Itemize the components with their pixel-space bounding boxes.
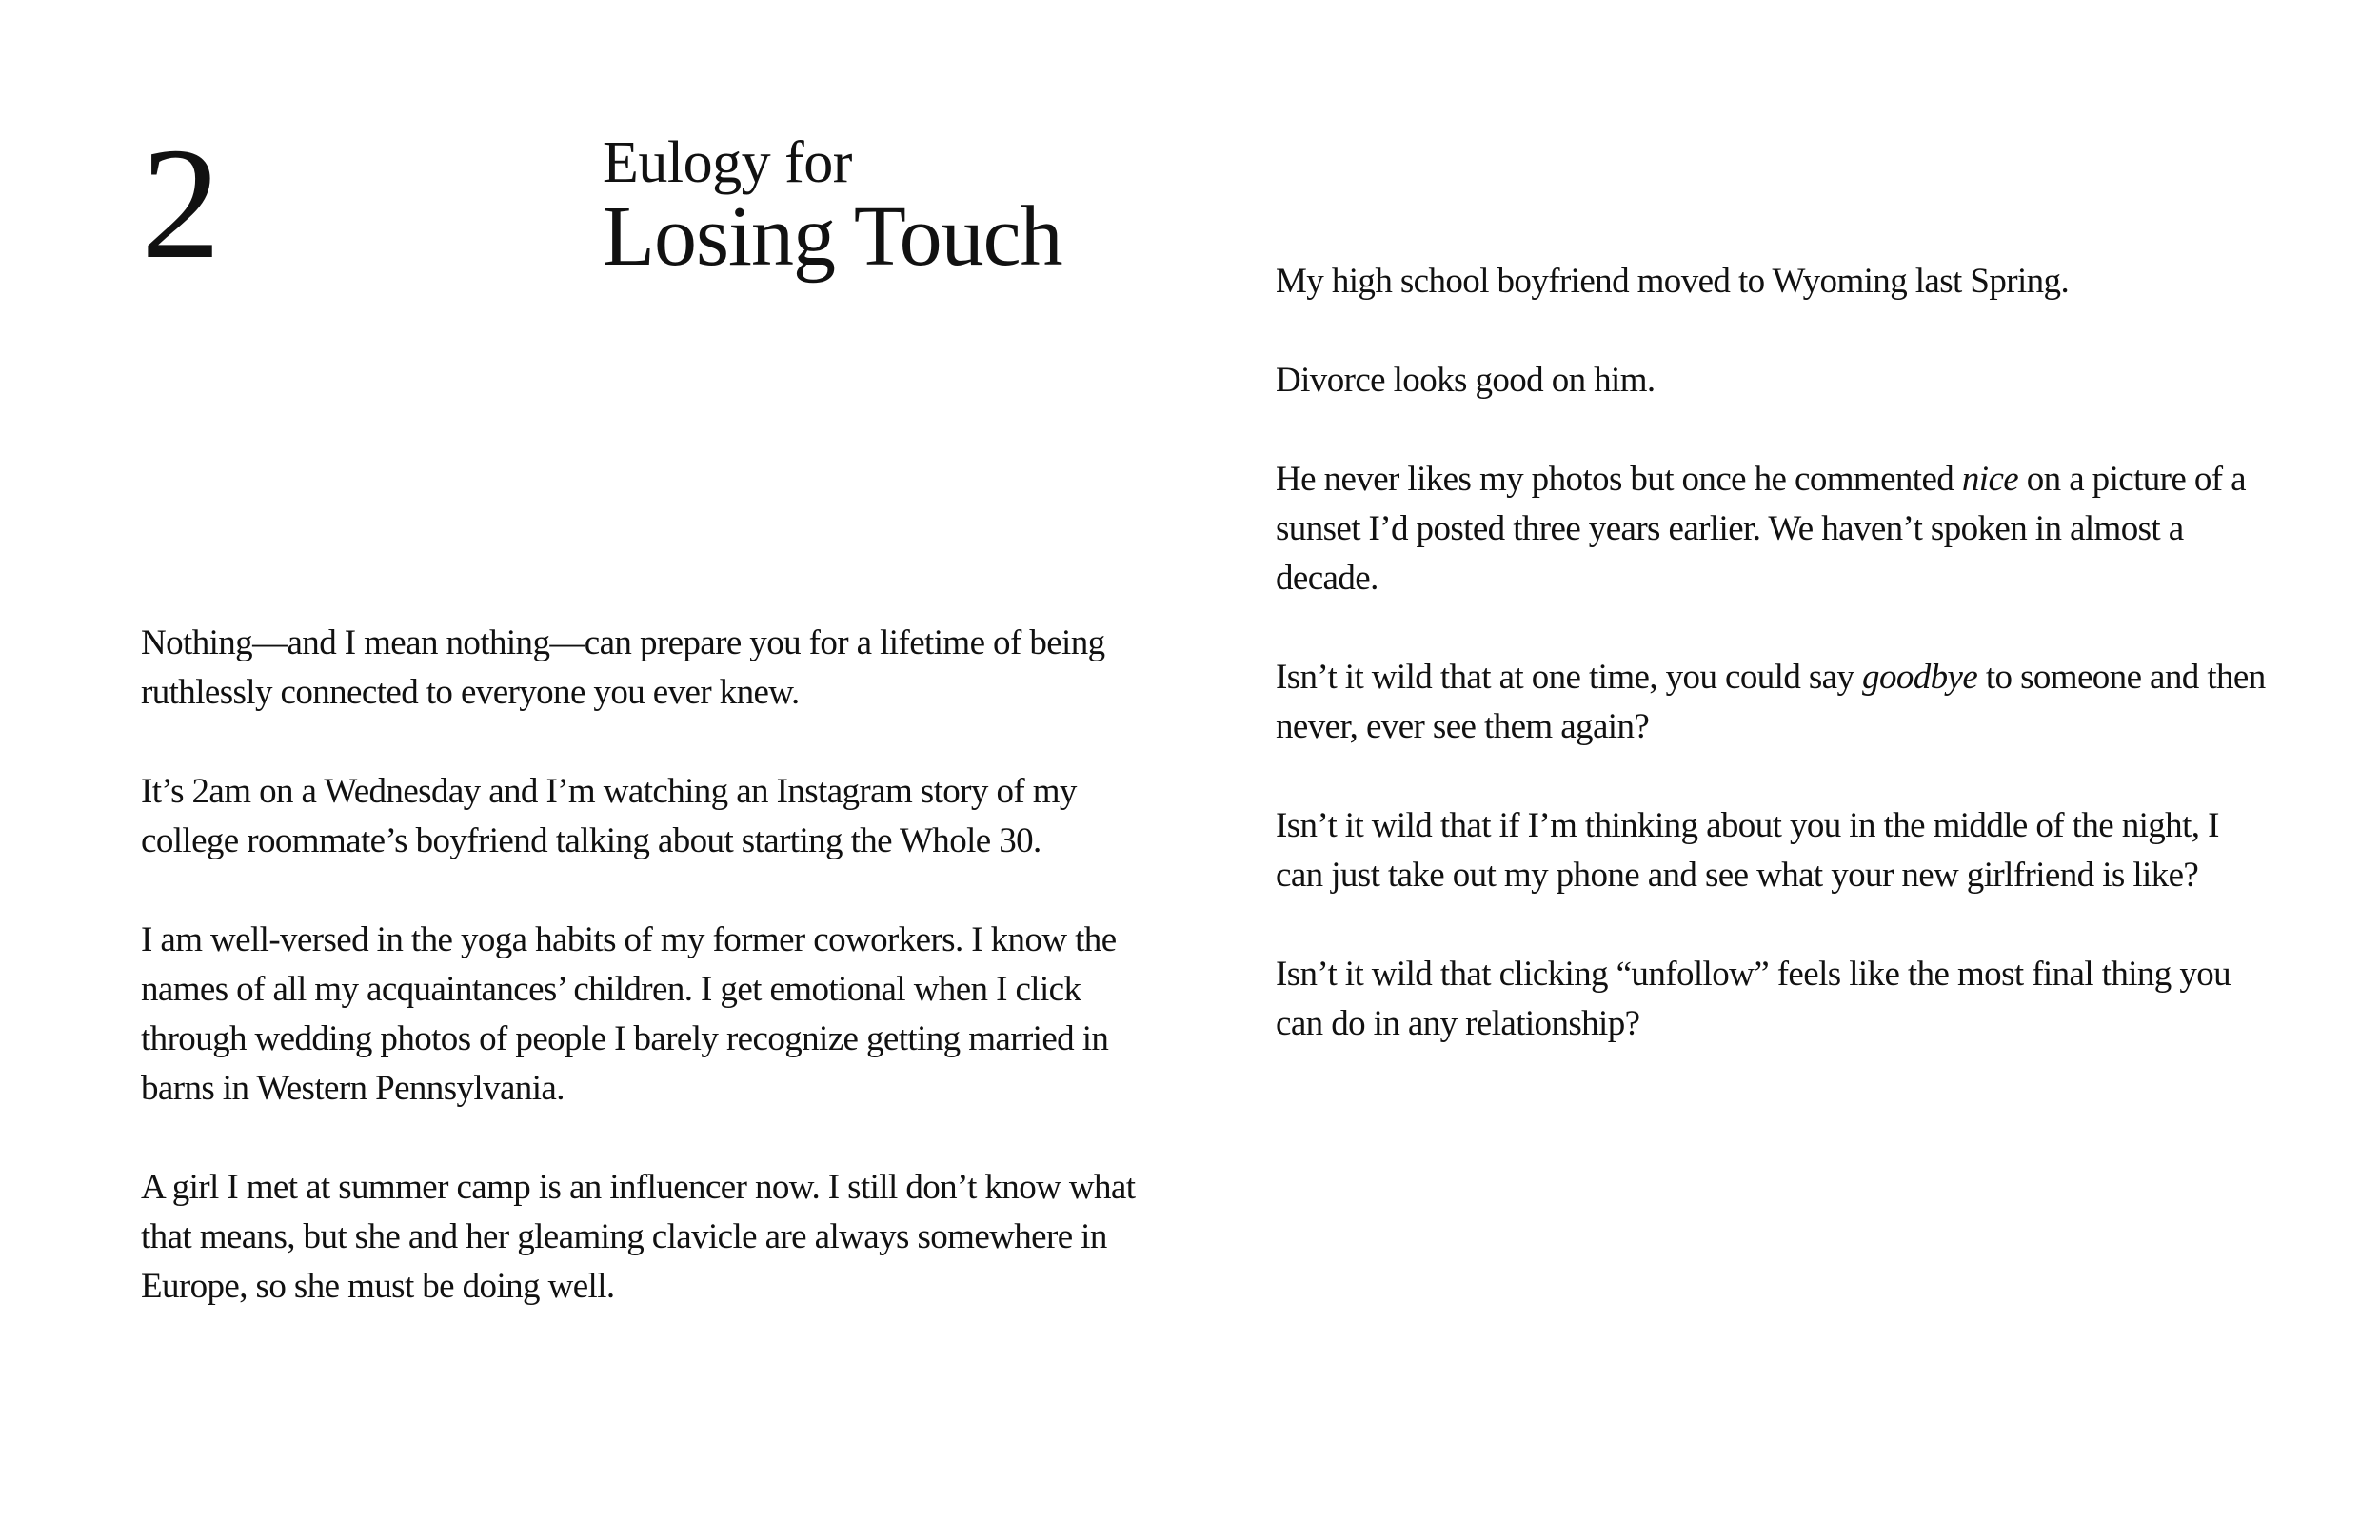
right-paragraph-5: Isn’t it wild that if I’m thinking about you in the middle of the night, I can just take out my phone and see what your new girlfriend is like? (1276, 806, 2219, 895)
chapter-title-line2: Losing Touch (603, 189, 1062, 284)
right-paragraph-3-start: He never likes my photos but once he commented (1276, 460, 1962, 499)
left-paragraph-4: A girl I met at summer camp is an influencer now. I still don’t know what that means, but she and her gleaming clavicle are always somewhere in Europe, so she must be doing well. (141, 1168, 1136, 1306)
right-paragraph-6: Isn’t it wild that clicking “unfollow” feels like the most final thing you can do in any relationship? (1276, 955, 2231, 1043)
right-paragraph-3 (1276, 455, 2266, 603)
chapter-number: 2 (141, 115, 219, 292)
right-text-column (1276, 257, 2266, 1098)
right-paragraph-3-end: on a picture of a sunset I’d posted three years earlier. We haven’t spoken in almost a decade. (1276, 460, 2246, 598)
chapter-title (603, 130, 1062, 284)
right-paragraph-2: Divorce looks good on him. (1276, 361, 1656, 400)
left-paragraph-1: Nothing—and I mean nothing—can prepare you for a lifetime of being ruthlessly connected to everyone you ever knew. (141, 623, 1105, 712)
left-paragraph-3: I am well-versed in the yoga habits of my former coworkers. I know the names of all my acquaintances’ children. I get emotional when I click through wedding photos of people I barely recognize getting married in barns in Western Pennsylvania. (141, 920, 1117, 1108)
right-paragraph-4 (1276, 653, 2266, 752)
right-paragraph-4-emphasis: goodbye (1862, 658, 1978, 697)
right-paragraph-4-end: to someone and then never, ever see them again? (1276, 658, 2266, 746)
left-paragraph-2: It’s 2am on a Wednesday and I’m watching an Instagram story of my college roommate’s boyfriend talking about starting the Whole 30. (141, 772, 1077, 860)
right-paragraph-4-start: Isn’t it wild that at one time, you could say (1276, 658, 1863, 697)
right-paragraph-1: My high school boyfriend moved to Wyoming last Spring. (1276, 262, 2070, 301)
right-paragraph-3-emphasis: nice (1961, 460, 2019, 499)
chapter-title-line1: Eulogy for (603, 130, 852, 195)
left-text-column (141, 619, 1150, 1361)
